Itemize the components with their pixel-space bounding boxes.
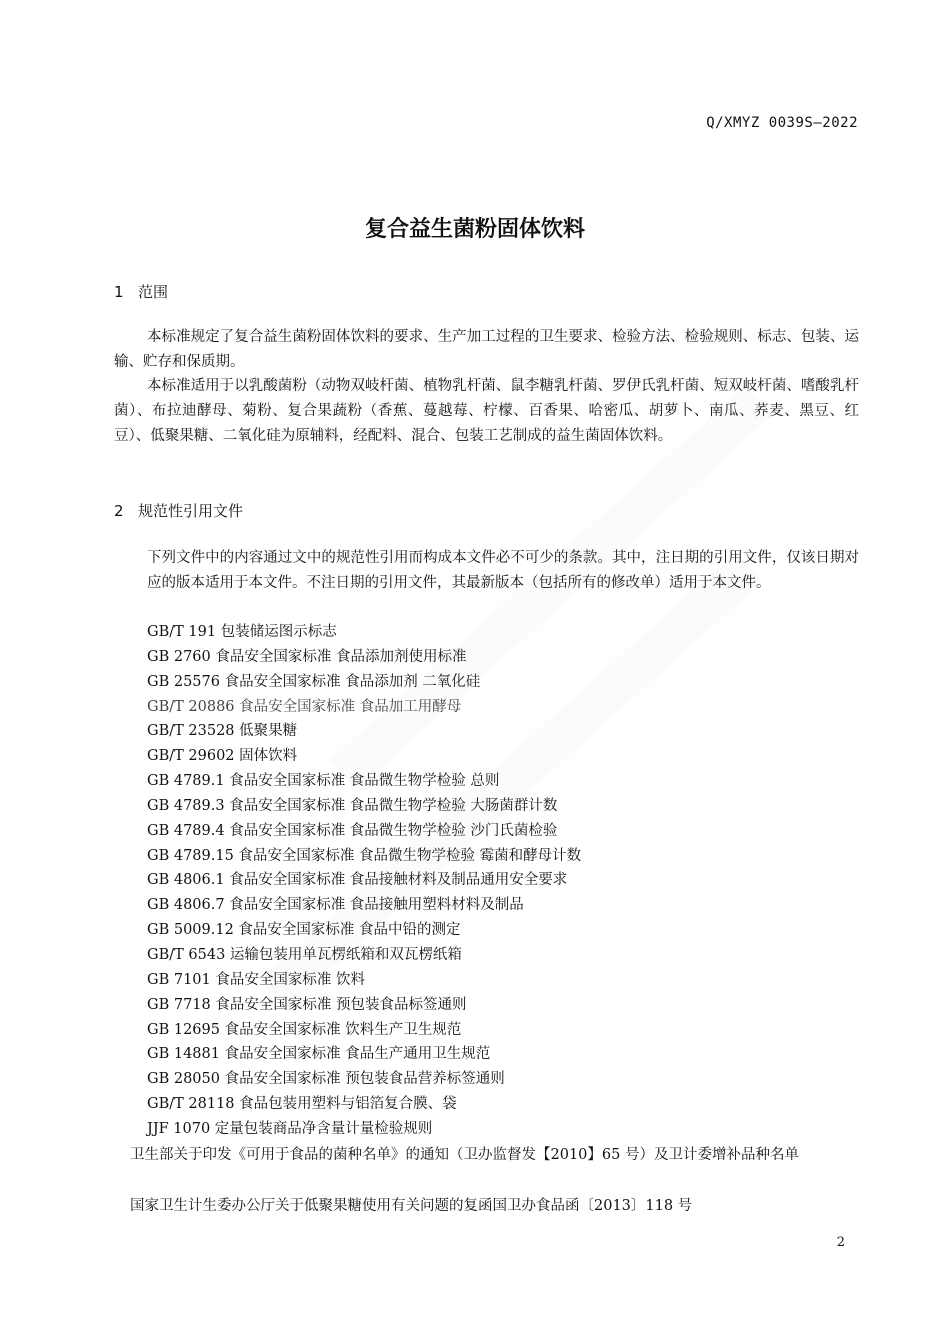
section-title: 范围: [138, 283, 169, 301]
reference-item: JJF 1070 定量包装商品净含量计量检验规则: [147, 1120, 433, 1137]
reference-item: GB/T 6543 运输包装用单瓦楞纸箱和双瓦楞纸箱: [147, 946, 462, 963]
reference-item: GB 4806.7 食品安全国家标准 食品接触用塑料材料及制品: [147, 897, 524, 914]
reference-item: GB 28050 食品安全国家标准 预包装食品营养标签通则: [147, 1071, 505, 1088]
reference-list: [147, 620, 581, 1142]
scope-paragraph-1: 本标准规定了复合益生菌粉固体饮料的要求、生产加工过程的卫生要求、检验方法、检验规则、标志、包装、运输、贮存和保质期。: [114, 329, 859, 370]
reference-item: GB 4806.1 食品安全国家标准 食品接触材料及制品通用安全要求: [147, 872, 568, 889]
reference-item: GB/T 20886 食品安全国家标准 食品加工用酵母: [147, 698, 462, 715]
reference-item: GB 4789.15 食品安全国家标准 食品微生物学检验 霉菌和酵母计数: [147, 847, 582, 864]
extra-document-2: 国家卫生计生委办公厅关于低聚果糖使用有关问题的复函国卫办食品函〔2013〕118 号: [130, 1198, 693, 1214]
extra-document-1: 卫生部关于印发《可用于食品的菌种名单》的通知（卫办监督发【2010】65 号）及卫计委增补品种名单: [130, 1147, 799, 1163]
section-title: 规范性引用文件: [138, 502, 244, 520]
scope-paragraph-2: 本标准适用于以乳酸菌粉（动物双岐杆菌、植物乳杆菌、鼠李糖乳杆菌、罗伊氏乳杆菌、短双岐杆菌、嗜酸乳杆菌）、布拉迪酵母、菊粉、复合果蔬粉（香蕉、蔓越莓、柠檬、百香果、哈密瓜、胡萝卜、南瓜、荞麦、黑豆、红豆）、低聚果糖、二氧化硅为原辅料，经配料、混合、包装工艺制成的益生菌固体饮料。: [114, 378, 859, 444]
page-number: 2: [836, 1235, 845, 1250]
references-intro-paragraph: 下列文件中的内容通过文中的规范性引用而构成本文件必不可少的条款。其中，注日期的引用文件，仅该日期对应的版本适用于本文件。不注日期的引用文件，其最新版本（包括所有的修改单）适用于本文件。: [147, 550, 859, 591]
section-heading-scope: [114, 281, 168, 302]
document-title: 复合益生菌粉固体饮料: [364, 217, 585, 242]
reference-item: GB 4789.3 食品安全国家标准 食品微生物学检验 大肠菌群计数: [147, 797, 558, 814]
reference-item: GB 14881 食品安全国家标准 食品生产通用卫生规范: [147, 1046, 491, 1063]
section-number: 2: [114, 502, 124, 520]
reference-item: GB 12695 食品安全国家标准 饮料生产卫生规范: [147, 1021, 462, 1038]
reference-item: GB 4789.1 食品安全国家标准 食品微生物学检验 总则: [147, 773, 500, 790]
reference-item: GB/T 29602 固体饮料: [147, 748, 298, 765]
reference-item: GB/T 23528 低聚果糖: [147, 723, 298, 740]
reference-item: GB 4789.4 食品安全国家标准 食品微生物学检验 沙门氏菌检验: [147, 822, 558, 839]
document-code: Q/XMYZ 0039S—2022: [706, 115, 858, 131]
reference-item: GB/T 191 包装储运图示标志: [147, 624, 337, 640]
section-number: 1: [114, 283, 124, 301]
reference-item: GB 5009.12 食品安全国家标准 食品中铅的测定: [147, 922, 461, 939]
reference-item: GB/T 28118 食品包装用塑料与铝箔复合膜、袋: [147, 1096, 457, 1113]
reference-item: GB 25576 食品安全国家标准 食品添加剂 二氧化硅: [147, 673, 481, 690]
reference-item: GB 2760 食品安全国家标准 食品添加剂使用标准: [147, 648, 467, 665]
reference-item: GB 7101 食品安全国家标准 饮料: [147, 971, 365, 988]
reference-item: GB 7718 食品安全国家标准 预包装食品标签通则: [147, 996, 467, 1013]
section-heading-references: [114, 500, 243, 521]
